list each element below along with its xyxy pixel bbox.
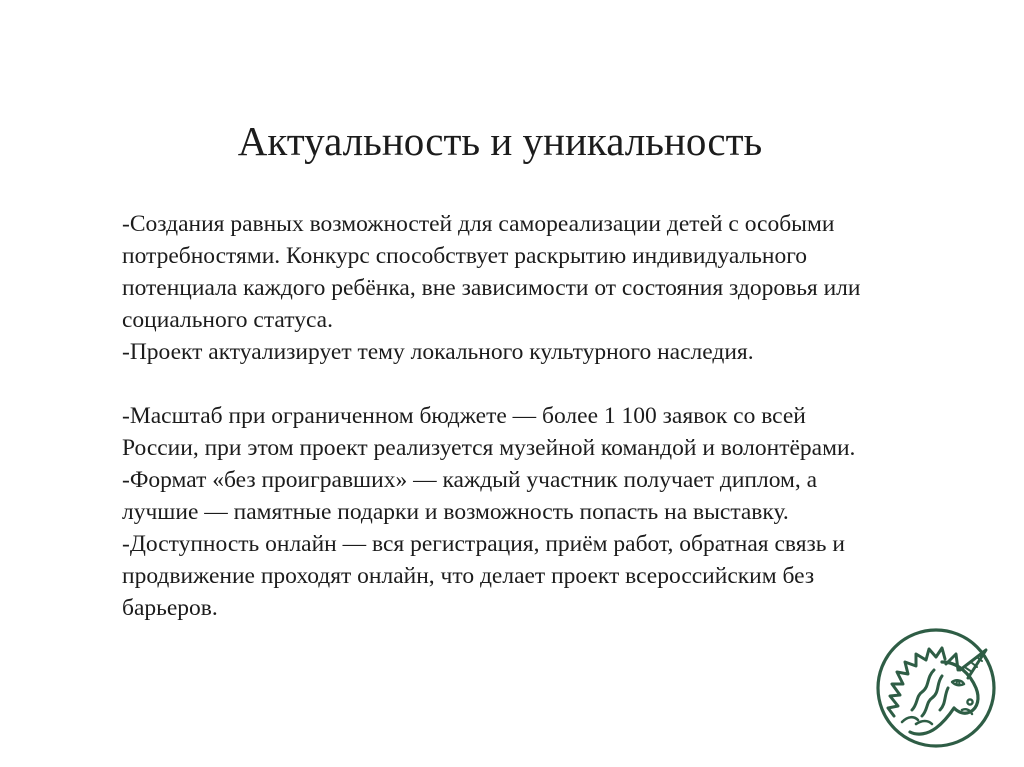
paragraph-scale: -Масштаб при ограниченном бюджете — более 1 100 заявок со всей России, при этом проект реализуется музейной командой и волонтёрами.	[122, 403, 856, 461]
unicorn-emblem-icon	[872, 624, 1000, 752]
paragraph-equal-opportunities: -Создания равных возможностей для самореализации детей с особыми потребностями. Конкурс способствует раскрытию индивидуального потенциала каждого ребёнка, вне зависимости от состояния здоровья или социального статуса.	[122, 211, 861, 333]
paragraph-format: -Формат «без проигравших» — каждый участник получает диплом, а лучшие — памятные подарки и возможность попасть на выставку.	[122, 467, 818, 525]
paragraph-cultural-heritage: -Проект актуализирует тему локального культурного наследия.	[122, 339, 754, 365]
paragraph-online-access: -Доступность онлайн — вся регистрация, приём работ, обратная связь и продвижение проходят онлайн, что делает проект всероссийским без барьеров.	[122, 531, 845, 621]
slide-body	[122, 208, 882, 624]
slide-title: Актуальность и уникальность	[237, 118, 763, 164]
paragraph-spacer	[122, 368, 882, 400]
